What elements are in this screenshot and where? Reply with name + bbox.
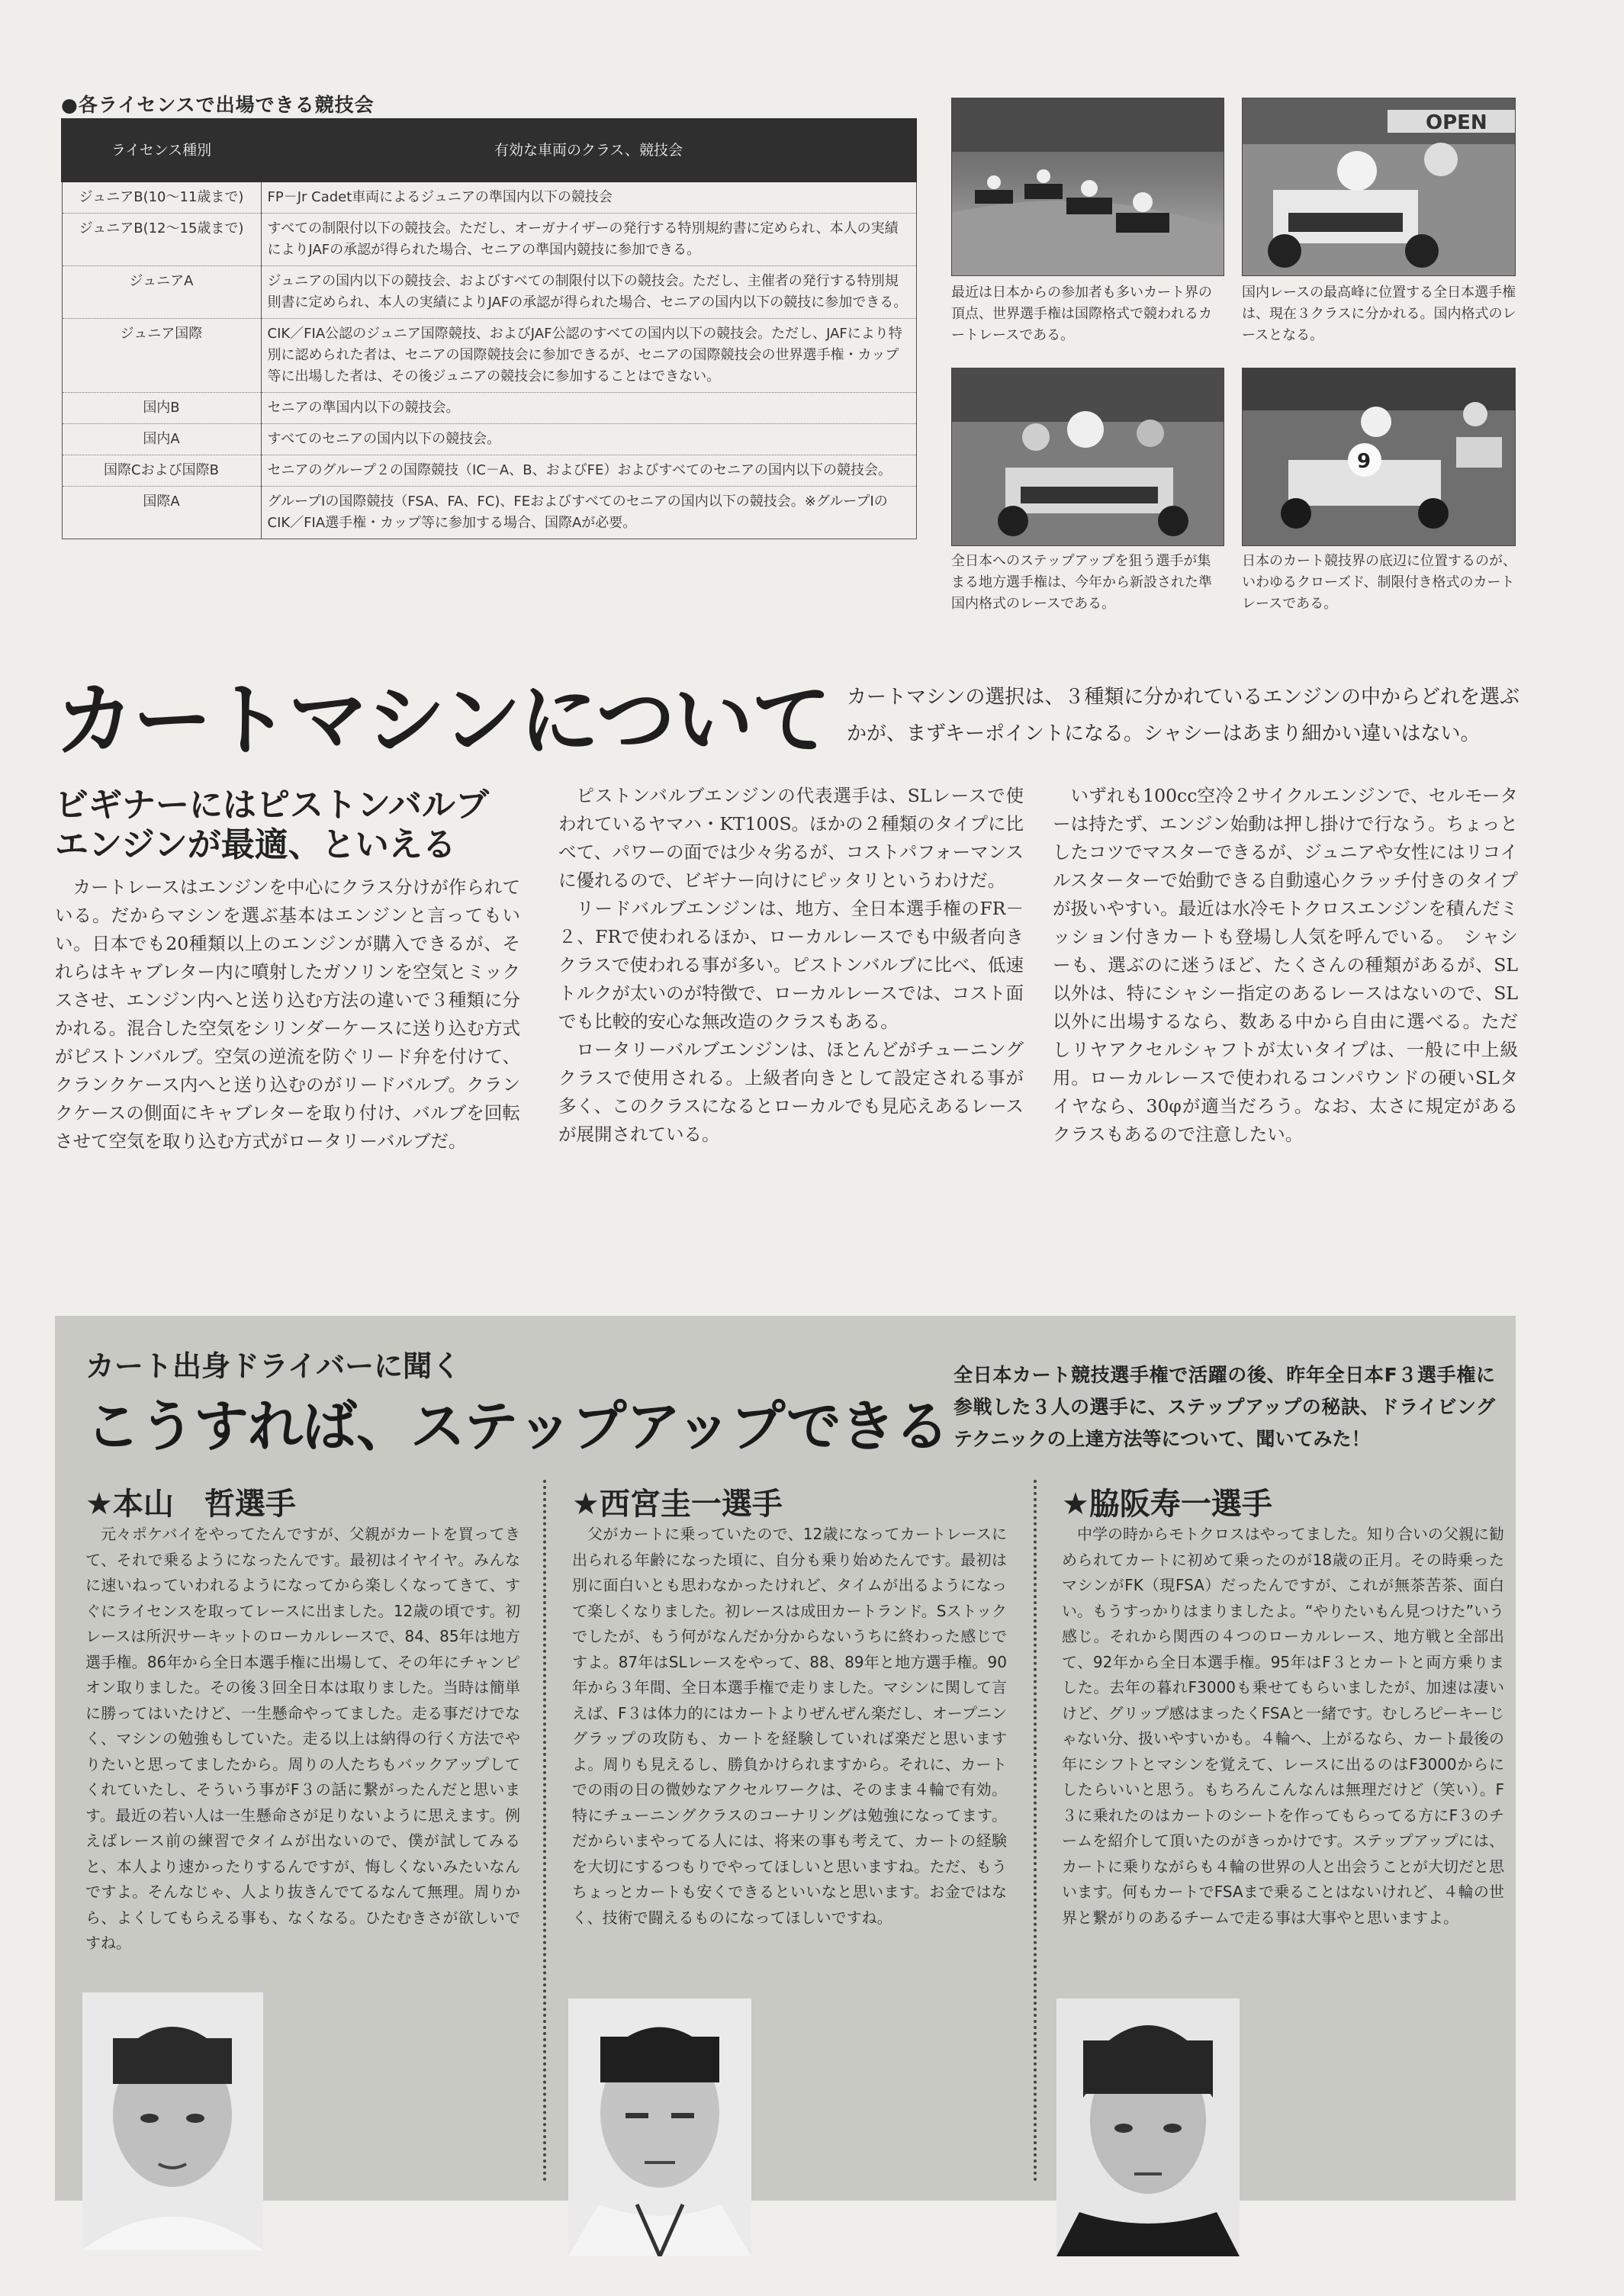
license-desc: セニアのグループ２の国際競技（IC－A、B、およびFE）およびすべてのセニアの国内以下の競技会。 bbox=[261, 455, 916, 487]
driver-interview-text bbox=[572, 1522, 1007, 1931]
article-subtitle-line-1: ビギナーにはピストンバルブ bbox=[55, 786, 489, 825]
article-column-1 bbox=[55, 873, 520, 1156]
table-row bbox=[62, 487, 916, 539]
interview-lead: 全日本カート競技選手権で活躍の後、昨年全日本F３選手権に参戦した３人の選手に、ステップアップの秘訣、ドライビングテクニックの上達方法等について、聞いてみた！ bbox=[953, 1364, 1495, 1450]
license-class: ジュニアB(10～11歳まで) bbox=[62, 182, 261, 214]
article-paragraph: カートレースはエンジンを中心にクラス分けが作られている。だからマシンを選ぶ基本はエンジンと言ってもいい。日本でも20種類以上のエンジンが購入できるが、それらはキャブレター内に噴射したガソリンを空気とミックスさせ、エンジン内へと送り込む方法の違いで３種類に分かれる。混合した空気をシリンダーケースに送り込む方式がピストンバルブ。空気の逆流を防ぐリード弁を付けて、クランクケース内へと送り込むのがリードバルブ。クランクケースの側面にキャブレターを取り付け、バルブを回転させて空気を取り込む方式がロータリーバルブだ。 bbox=[55, 876, 520, 1152]
license-table-title: ●各ライセンスで出場できる競技会 bbox=[61, 94, 375, 116]
photo-caption: 全日本へのステップアップを狙う選手が集まる地方選手権は、今年から新設された準国内格式のレースである。 bbox=[951, 553, 1212, 612]
interview-kicker: カート出身ドライバーに聞く bbox=[85, 1349, 461, 1383]
article-column-2 bbox=[558, 782, 1024, 1149]
article-title: カートマシンについて bbox=[55, 674, 830, 767]
driver-name: ★西宮圭一選手 bbox=[572, 1487, 783, 1522]
photo-all-japan bbox=[1242, 98, 1516, 276]
license-class: 国際A bbox=[62, 487, 261, 539]
photo-caption: 国内レースの最高峰に位置する全日本選手権は、現在３クラスに分かれる。国内格式のレースとなる。 bbox=[1242, 285, 1516, 343]
interview-paragraph: 元々ポケバイをやってたんですが、父親がカートを買ってきて、それで乗るようになったんです。最初はイヤイヤ。みんなに速いねっていわれるようになってから楽しくなってきて、すぐにライセンスを取ってレースに出ました。12歳の頃です。初レースは所沢サーキットのローカルレースで、84、85年は地方選手権。86年から全日本選手権に出場して、その年にチャンピオン取りました。その後３回全日本は取りました。当時は簡単に勝ってはいたけど、一生懸命やってました。走る事だけでなく、マシンの勉強もしていた。走る以上は納得の行く方法でやりたいと思ってましたから。周りの人たちもバックアップしてくれていたし、そういう事がF３の話に繋がったんだと思います。最近の若い人は一生懸命さが足りないように思えます。例えばレース前の練習でタイムが出ないので、僕が試してみると、本人より速かったりするんですが、悔しくないみたいなんですよ。そんなじゃ、人より抜きんでてるなんて無理。周りから、よくしてもらえる事も、なくなる。ひたむきさが欲しいですね。 bbox=[85, 1525, 520, 1952]
table-row bbox=[62, 424, 916, 455]
photo-closed-race bbox=[1242, 368, 1516, 546]
photo-caption: 日本のカート競技界の底辺に位置するのが、いわゆるクローズド、制限付き格式のカートレースである。 bbox=[1242, 553, 1516, 612]
article-subtitle-line-2: エンジンが最適、といえる bbox=[55, 825, 456, 864]
interview-paragraph: 父がカートに乗っていたので、12歳になってカートレースに出られる年齢になった頃に、自分も乗り始めたんです。最初は別に面白いとも思わなかったけれど、タイムが出るようになって楽しくなりました。初レースは成田カートランド。Sストックでしたが、もう何がなんだか分からないうちに終わった感じですよ。87年はSLレースをやって、88、89年と地方選手権。90年から３年間、全日本選手権で走りました。マシンに関して言えば、F３は体力的にはカートよりぜんぜん楽だし、オープニングラップの攻防も、カートを経験していれば楽だと思いますよ。周りも見えるし、勝負かけられますから。それに、カートでの雨の日の微妙なアクセルワークは、そのまま４輪で有効。特にチューニングクラスのコーナリングは勉強になってます。だからいまやってる人には、将来の事も考えて、カートの経験を大切にするつもりでやってほしいと思いますね。ただ、もうちょっとカートも安くできるといいなと思います。お金ではなく、技術で闘えるものになってほしいですね。 bbox=[572, 1525, 1007, 1927]
table-row bbox=[62, 455, 916, 487]
license-table bbox=[61, 118, 917, 539]
svg-text:OPEN: OPEN bbox=[1426, 111, 1487, 134]
license-class: ジュニア国際 bbox=[62, 319, 261, 393]
table-row bbox=[62, 393, 916, 424]
driver-portrait-nishimiya bbox=[568, 1999, 751, 2256]
article-lead: カートマシンの選択は、３種類に分かれているエンジンの中からどれを選ぶかが、まずキーポイントになる。シャシーはあまり細かい違いはない。 bbox=[847, 686, 1520, 745]
photo-world-championship bbox=[951, 98, 1224, 276]
license-desc: ジュニアの国内以下の競技会、およびすべての制限付以下の競技会。ただし、主催者の発行する特別規則書に定められ、本人の実績によりJAFの承認が得られた場合、セニアの国内以下の競技に参加できる。 bbox=[261, 266, 916, 319]
driver-interview-text bbox=[85, 1522, 520, 1957]
table-row bbox=[62, 319, 916, 393]
license-class: 国内A bbox=[62, 424, 261, 455]
license-desc: セニアの準国内以下の競技会。 bbox=[261, 393, 916, 424]
article-paragraph: いずれも100cc空冷２サイクルエンジンで、セルモーターは持たず、エンジン始動は押し掛けで行なう。ちょっとしたコツでマスターできるが、ジュニアや女性にはリコイルスターターで始動できる自動遠心クラッチ付きのタイプが扱いやすい。最近は水冷モトクロスエンジンを積んだミッション付きカートも登場し人気を呼んでいる。 シャシーも、選ぶのに迷うほど、たくさんの種類があるが、SL以外は、特にシャシー指定のあるレースはないので、SL以外に出場するなら、数ある中から自由に選べる。ただしリヤアクセルシャフトが太いタイプは、一般に中上級用。ローカルレースで使われるコンパウンドの硬いSLタイヤなら、30φが適当だろう。なお、太さに規定があるクラスもあるので注意したい。 bbox=[1053, 785, 1518, 1145]
article-subtitle bbox=[55, 786, 489, 865]
header-valid-class: 有効な車両のクラス、競技会 bbox=[261, 119, 916, 182]
license-desc: FP－Jr Cadet車両によるジュニアの準国内以下の競技会 bbox=[261, 182, 916, 214]
driver-interview-text bbox=[1062, 1522, 1504, 1931]
column-divider bbox=[543, 1480, 546, 2182]
driver-name: ★脇阪寿一選手 bbox=[1062, 1487, 1272, 1522]
article-paragraph: リードバルブエンジンは、地方、全日本選手権のFR－２、FRで使われるほか、ローカルレースでも中級者向きクラスで使われる事が多い。ピストンバルブに比べ、低速トルクが太いのが特徴で、ローカルレースでは、コスト面でも比較的安心な無改造のクラスもある。 bbox=[558, 898, 1024, 1032]
license-desc: グループⅠの国際競技（FSA、FA、FC)、FEおよびすべてのセニアの国内以下の競技会。※グループⅠのCIK／FIA選手権・カップ等に参加する場合、国際Aが必要。 bbox=[261, 487, 916, 539]
table-row bbox=[62, 266, 916, 319]
license-class: 国内B bbox=[62, 393, 261, 424]
table-row bbox=[62, 182, 916, 214]
article-column-3 bbox=[1053, 782, 1518, 1149]
interview-title: こうすれば、ステップアップできる bbox=[85, 1394, 949, 1458]
interview-paragraph: 中学の時からモトクロスはやってました。知り合いの父親に勧められてカートに初めて乗ったのが18歳の正月。その時乗ったマシンがFK（現FSA）だったんですが、これが無茶苦茶、面白い。もうすっかりはまりましたよ。“やりたいもん見つけた”いう感じ。それから関西の４つのローカルレース、地方戦と全部出て、92年から全日本選手権。95年はF３とカートと両方乗りました。去年の暮れF3000も乗せてもらいましたが、加速は凄いけど、グリップ感はまったくFSAと一緒です。むしろピーキーじゃない分、扱いやすいかも。４輪へ、上がるなら、カート最後の年にシフトとマシンを覚えて、レースに出るのはF3000からにしたらいいと思う。もちろんこんなんは無理だけど（笑い）。F３に乗れたのはカートのシートを作ってもらってる方にF３のチームを紹介して頂いたのがきっかけです。ステップアップには、カートに乗りながらも４輪の世界の人と出会うことが大切だと思います。何もカートでFSAまで乗ることはないけれど、４輪の世界と繋がりのあるチームで走る事は大事やと思いますよ。 bbox=[1062, 1525, 1504, 1927]
license-desc: CIK／FIA公認のジュニア国際競技、およびJAF公認のすべての国内以下の競技会。ただし、JAFにより特別に認められた者は、セニアの国際競技会に参加できるが、セニアの国際競技会の世界選手権・カップ等に出場した者は、その後ジュニアの競技会に参加することはできない。 bbox=[261, 319, 916, 393]
license-class: ジュニアB(12～15歳まで) bbox=[62, 214, 261, 266]
license-desc: すべてのセニアの国内以下の競技会。 bbox=[261, 424, 916, 455]
header-license-class: ライセンス種別 bbox=[62, 119, 261, 182]
photo-caption: 最近は日本からの参加者も多いカート界の頂点、世界選手権は国際格式で競われるカートレースである。 bbox=[951, 285, 1212, 343]
svg-text:9: 9 bbox=[1357, 450, 1372, 473]
driver-portrait-wakisaka bbox=[1056, 1999, 1240, 2256]
table-row bbox=[62, 214, 916, 266]
article-paragraph: ピストンバルブエンジンの代表選手は、SLレースで使われているヤマハ・KT100S。ほかの２種類のタイプに比べて、パワーの面では少々劣るが、コストパフォーマンスに優れるので、ビギナー向けにピッタリというわけだ。 bbox=[558, 785, 1024, 891]
driver-portrait-motoyama bbox=[82, 1992, 263, 2250]
column-divider bbox=[1034, 1480, 1037, 2182]
photo-regional-championship bbox=[951, 368, 1224, 546]
license-class: 国際Cおよび国際B bbox=[62, 455, 261, 487]
license-desc: すべての制限付以下の競技会。ただし、オーガナイザーの発行する特別規約書に定められ、本人の実績によりJAFの承認が得られた場合、セニアの準国内競技に参加できる。 bbox=[261, 214, 916, 266]
driver-name: ★本山 哲選手 bbox=[85, 1487, 296, 1522]
article-paragraph: ロータリーバルブエンジンは、ほとんどがチューニングクラスで使用される。上級者向きとして設定される事が多く、このクラスになるとローカルでも見応えあるレースが展開されている。 bbox=[558, 1039, 1024, 1145]
license-class: ジュニアA bbox=[62, 266, 261, 319]
